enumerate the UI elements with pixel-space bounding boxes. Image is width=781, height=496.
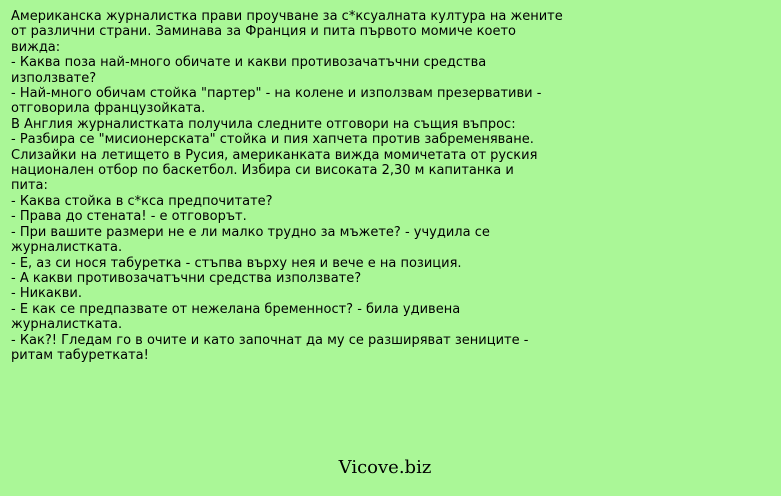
joke-line: - При вашите размери не е ли малко трудно за мъжете? - учудила се xyxy=(11,224,490,240)
joke-line: ритам табуретката! xyxy=(11,347,149,363)
joke-line: - Как?! Гледам го в очите и като започнат да му се разширяват зениците - xyxy=(11,332,529,348)
joke-line: - Права до стената! - е отговорът. xyxy=(11,209,247,225)
joke-line: от различни страни. Заминава за Франция и пита първото момиче което xyxy=(11,24,516,40)
joke-line: - Разбира се "мисионерската" стойка и пия хапчета против забременяване. xyxy=(11,132,534,148)
joke-line: пита: xyxy=(11,178,48,194)
joke-line: - Е как се предпазвате от нежелана бременност? - била удивена xyxy=(11,301,461,317)
joke-line: Слизайки на летището в Русия, американката вижда момичетата от руския xyxy=(11,147,538,163)
joke-line: отговорила французойката. xyxy=(11,101,206,117)
joke-line: В Англия журналистката получила следните отговори на същия въпрос: xyxy=(11,116,516,132)
joke-text xyxy=(11,9,576,363)
joke-line: използвате? xyxy=(11,70,97,86)
joke-line: - Най-много обичам стойка "партер" - на колене и използвам презервативи - xyxy=(11,86,542,102)
joke-line: вижда: xyxy=(11,39,61,55)
joke-line: - Е, аз си нося табуретка - стъпва върху нея и вече е на позиция. xyxy=(11,255,462,271)
joke-line: Американска журналистка прави проучване за с*ксуалната култура на жените xyxy=(11,9,563,24)
joke-line: - Каква поза най-много обичате и какви противозачатъчни средства xyxy=(11,55,487,71)
joke-line: национален отбор по баскетбол. Избира си високата 2,30 м капитанка и xyxy=(11,163,514,179)
joke-line: - А какви противозачатъчни средства използвате? xyxy=(11,270,362,286)
site-watermark: Vicove.biz xyxy=(338,457,432,478)
joke-line: журналистката. xyxy=(11,240,123,256)
joke-line: - Каква стойка в с*кса предпочитате? xyxy=(11,193,273,209)
joke-line: - Никакви. xyxy=(11,286,82,302)
joke-line: журналистката. xyxy=(11,317,123,333)
